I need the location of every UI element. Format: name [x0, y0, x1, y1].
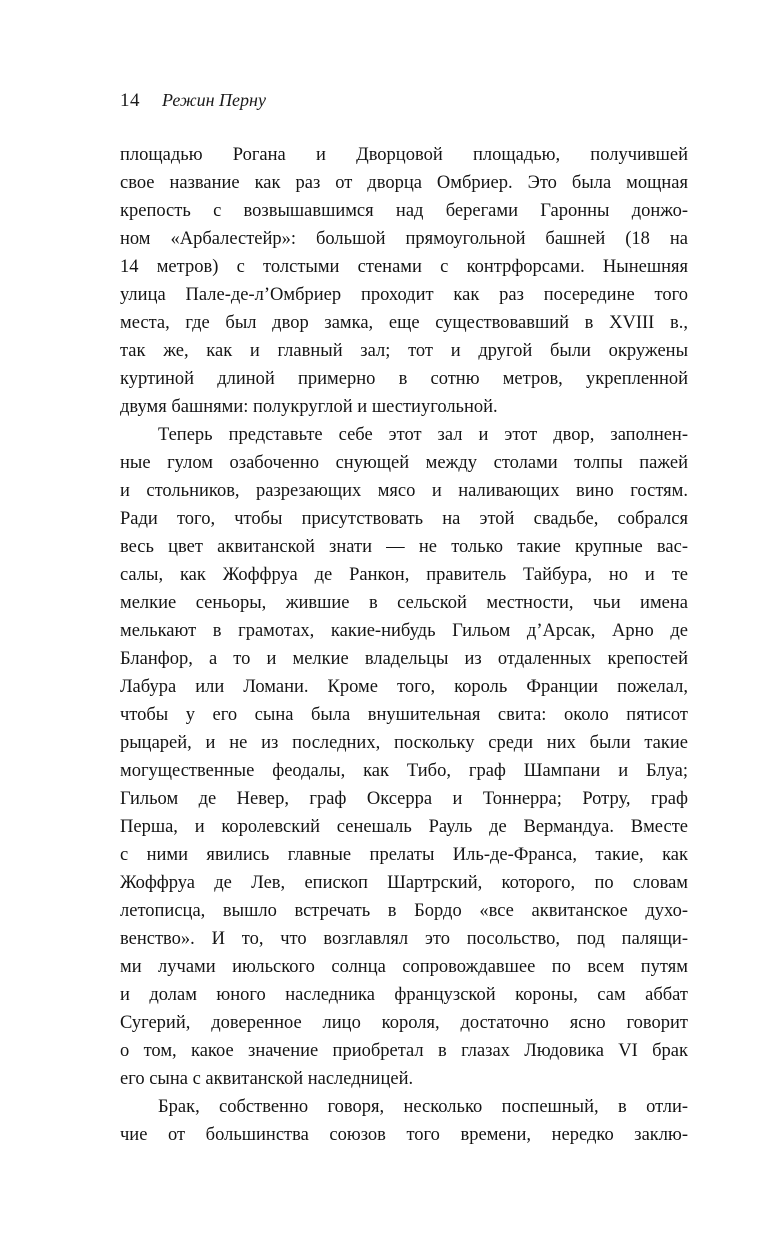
text-line: места, где был двор замка, еще существовавший в XVIII в., [120, 313, 688, 333]
text-line: Жоффруа де Лев, епископ Шартрский, которого, по словам [120, 873, 688, 893]
running-title: Режин Перну [162, 90, 266, 110]
text-line: улица Пале-де-л’Омбриер проходит как раз посередине того [120, 285, 688, 305]
text-line: и стольников, разрезающих мясо и наливающих вино гостям. [120, 481, 688, 501]
text-line: рыцарей, и не из последних, поскольку среди них были такие [120, 733, 688, 753]
text-line: Теперь представьте себе этот зал и этот двор, заполнен- [158, 425, 688, 445]
text-line: и долам юного наследника французской короны, сам аббат [120, 985, 688, 1005]
text-line: Лабура или Ломани. Кроме того, король Франции пожелал, [120, 677, 688, 697]
text-line: мелкие сеньоры, жившие в сельской местности, чьи имена [120, 593, 688, 613]
text-line: ми лучами июльского солнца сопровождавшее по всем путям [120, 957, 688, 977]
text-line: весь цвет аквитанской знати — не только такие крупные вас- [120, 537, 688, 557]
paragraph [120, 141, 688, 421]
text-line: Перша, и королевский сенешаль Рауль де Вермандуа. Вместе [120, 817, 688, 837]
text-line: крепость с возвышавшимся над берегами Гаронны донжо- [120, 201, 688, 221]
text-line: с ними явились главные прелаты Иль-де-Франса, такие, как [120, 845, 688, 865]
page-header [120, 88, 688, 113]
text-line: салы, как Жоффруа де Ранкон, правитель Тайбура, но и те [120, 565, 688, 585]
text-line: куртиной длиной примерно в сотню метров, укрепленной [120, 369, 688, 389]
text-line: чтобы у его сына была внушительная свита: около пятисот [120, 705, 688, 725]
text-line: о том, какое значение приобретал в глазах Людовика VI брак [120, 1041, 688, 1061]
text-line: двумя башнями: полукруглой и шестиугольной. [120, 397, 498, 417]
paragraph [120, 1093, 688, 1149]
text-line: ные гулом озабоченно снующей между столами толпы пажей [120, 453, 688, 473]
text-line: свое название как раз от дворца Омбриер. Это была мощная [120, 173, 688, 193]
paragraph [120, 421, 688, 1093]
text-line: венство». И то, что возглавлял это посольство, под палящи- [120, 929, 688, 949]
text-line: Бланфор, а то и мелкие владельцы из отдаленных крепостей [120, 649, 688, 669]
text-line: Гильом де Невер, граф Оксерра и Тоннерра; Ротру, граф [120, 789, 688, 809]
text-line: 14 метров) с толстыми стенами с контрфорсами. Нынешняя [120, 257, 688, 277]
text-line: его сына с аквитанской наследницей. [120, 1069, 414, 1089]
text-line: ном «Арбалестейр»: большой прямоугольной башней (18 на [120, 229, 688, 249]
text-line: мелькают в грамотах, какие-нибудь Гильом д’Арсак, Арно де [120, 621, 688, 641]
text-line: так же, как и главный зал; тот и другой были окружены [120, 341, 688, 361]
text-line: летописца, вышло встречать в Бордо «все аквитанское духо- [120, 901, 688, 921]
text-line: чие от большинства союзов того времени, нередко заклю- [120, 1125, 688, 1145]
text-line: площадью Рогана и Дворцовой площадью, получившей [120, 145, 688, 165]
body-text [120, 141, 688, 1149]
text-line: Сугерий, доверенное лицо короля, достаточно ясно говорит [120, 1013, 688, 1033]
text-line: Брак, собственно говоря, несколько поспешный, в отли- [158, 1097, 688, 1117]
page-number: 14 [120, 90, 140, 111]
text-line: могущественные феодалы, как Тибо, граф Шампани и Блуа; [120, 761, 688, 781]
text-line: Ради того, чтобы присутствовать на этой свадьбе, собрался [120, 509, 688, 529]
